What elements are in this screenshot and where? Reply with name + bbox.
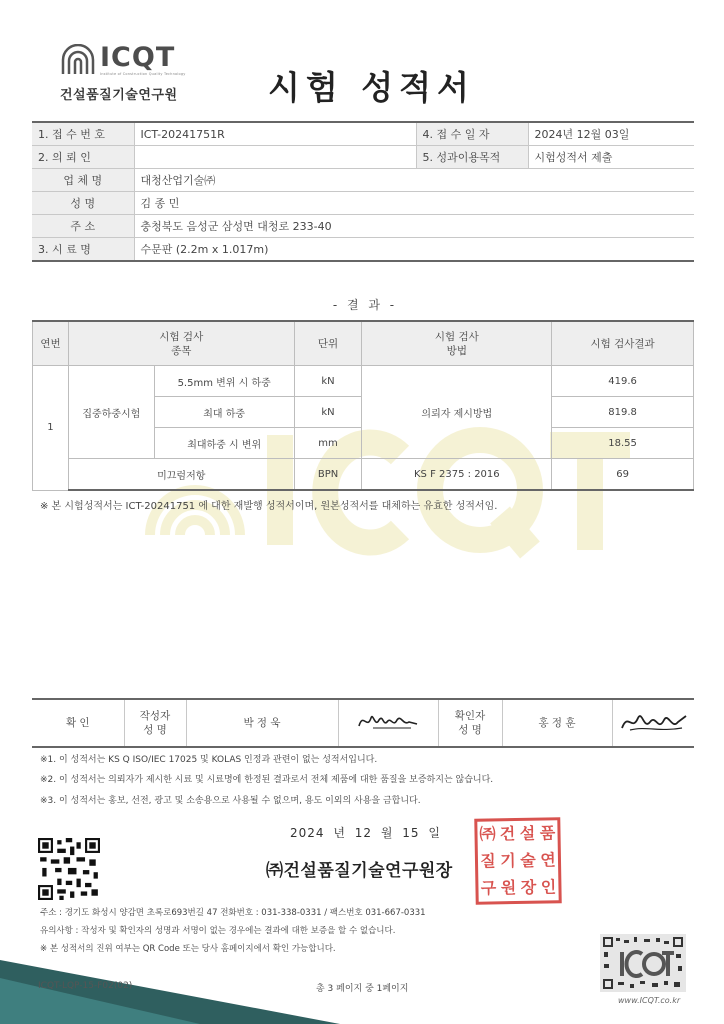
person-value: 김 종 민	[134, 192, 694, 215]
person-label: 성 명	[32, 192, 134, 215]
author-label-line1: 작성자	[139, 710, 171, 722]
client-value	[134, 146, 416, 169]
row-number: 1	[33, 366, 69, 491]
slip-test-item: 미끄럼저항	[68, 459, 294, 491]
test-unit: mm	[294, 428, 362, 459]
test-result: 819.8	[552, 397, 694, 428]
results-title: - 결 과 -	[332, 298, 398, 312]
approver-label-line1: 확인자	[454, 710, 486, 722]
address-value: 충청북도 음성군 삼성면 대청로 233-40	[134, 215, 694, 238]
header-result: 시험 검사결과	[552, 321, 694, 366]
author-label	[124, 699, 186, 747]
slip-test-result: 69	[552, 459, 694, 491]
logo-subtext: Institute of Construction Quality Technology	[100, 72, 186, 76]
confirmation-table	[32, 698, 694, 748]
company-label: 업 체 명	[32, 169, 134, 192]
approver-label	[438, 699, 502, 747]
issuer-name: ㈜건설품질기술연구원장	[266, 861, 453, 881]
results-table	[32, 320, 694, 491]
header-item	[68, 321, 294, 366]
header-item-line1: 시험 검사	[159, 330, 204, 343]
logo-mark-icon	[60, 44, 96, 78]
header-item-line2: 종목	[171, 344, 192, 357]
footer-address: 주소 : 경기도 화성시 양감면 초록로693번길 47 전화번호 : 031-338-0331 / 팩스번호 031-667-0331	[40, 908, 426, 918]
test-result: 18.55	[552, 428, 694, 459]
address-label: 주 소	[32, 215, 134, 238]
author-signature	[338, 699, 438, 747]
footnote-3: ※3. 이 성적서는 홍보, 선전, 광고 및 소송용으로 사용될 수 없으며, 용도 이외의 사용을 금합니다.	[40, 796, 421, 806]
sample-value: 수문판 (2.2m x 1.017m)	[134, 238, 694, 262]
receipt-date-label: 4. 접 수 일 자	[416, 122, 528, 146]
header-unit: 단위	[294, 321, 362, 366]
approver-name: 홍 정 훈	[502, 699, 612, 747]
institute-name: 건설품질기술연구원	[60, 88, 178, 103]
confirm-label: 확 인	[32, 699, 124, 747]
author-name: 박 정 욱	[186, 699, 338, 747]
form-number: ICQT-LQP-15-F02(02)	[38, 981, 133, 991]
official-seal-stamp: ㈜ 건 설 품 질 기 술 연 구 원 장 인	[474, 817, 561, 904]
receipt-date-value: 2024년 12월 03일	[528, 122, 694, 146]
test-result: 419.6	[552, 366, 694, 397]
footnote-2: ※2. 이 성적서는 의뢰자가 제시한 시료 및 시료명에 한정된 결과로서 전체 제품에 대한 품질을 보증하지는 않습니다.	[40, 775, 494, 785]
sample-label: 3. 시 료 명	[32, 238, 134, 262]
issue-date: 2024 년 12 월 15 일	[290, 826, 441, 840]
test-unit: kN	[294, 366, 362, 397]
slip-test-method: KS F 2375 : 2016	[362, 459, 552, 491]
client-label: 2. 의 뢰 인	[32, 146, 134, 169]
author-label-line2: 성 명	[143, 724, 167, 736]
author-signature-image	[353, 708, 423, 734]
test-group-name: 집중하중시험	[68, 366, 154, 459]
footer-qr-note: ※ 본 성적서의 진위 여부는 QR Code 또는 당사 홈페이지에서 확인 가능합니다.	[40, 944, 336, 954]
reissue-note: ※ 본 시험성적서는 ICT-20241751 에 대한 재발행 성적서이며, 원본성적서를 대체하는 유효한 성적서임.	[40, 501, 498, 512]
purpose-value: 시험성적서 제출	[528, 146, 694, 169]
hologram-qr-icon	[600, 934, 686, 992]
footnote-1: ※1. 이 성적서는 KS Q ISO/IEC 17025 및 KOLAS 인정과 관련이 없는 성적서입니다.	[40, 755, 378, 765]
approver-signature	[612, 699, 694, 747]
test-item: 최대 하중	[154, 397, 294, 428]
header-method-line1: 시험 검사	[434, 330, 479, 343]
header-method-line2: 방법	[446, 344, 467, 357]
company-value: 대청산업기술㈜	[134, 169, 694, 192]
institute-logo	[60, 42, 190, 104]
receipt-no-label: 1. 접 수 번 호	[32, 122, 134, 146]
test-item: 5.5mm 변위 시 하중	[154, 366, 294, 397]
header-no: 연번	[33, 321, 69, 366]
approver-label-line2: 성 명	[458, 724, 482, 736]
slip-test-unit: BPN	[294, 459, 362, 491]
test-item: 최대하중 시 변위	[154, 428, 294, 459]
receipt-no-value: ICT-20241751R	[134, 122, 416, 146]
footer-caution: 유의사항 : 작성자 및 확인자의 성명과 서명이 없는 경우에는 결과에 대한 보증을 할 수 없습니다.	[40, 926, 396, 936]
approver-signature-image	[616, 706, 690, 736]
header-method	[362, 321, 552, 366]
document-title: 시험 성적서	[268, 68, 475, 107]
test-method: 의뢰자 제시방법	[362, 366, 552, 459]
test-unit: kN	[294, 397, 362, 428]
page-count: 총 3 페이지 중 1페이지	[316, 984, 409, 994]
qr-code-icon	[38, 838, 100, 900]
purpose-label: 5. 성과이용목적	[416, 146, 528, 169]
info-table	[32, 121, 694, 262]
logo-text: ICQT	[100, 42, 176, 73]
website-url: www.ICQT.co.kr	[618, 996, 681, 1005]
